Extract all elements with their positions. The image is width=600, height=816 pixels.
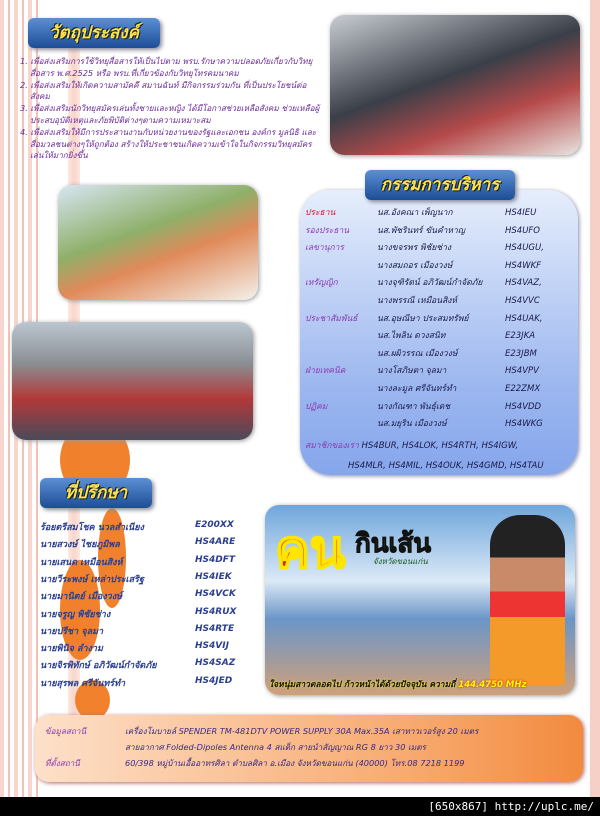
advisor-callsign: HS4SAZ: [195, 658, 236, 669]
image-host-footer: [650x867] http://uplc.me/: [0, 797, 600, 816]
committee-name: นส.ไพลิน ดวงสนิท: [377, 331, 446, 342]
advisor-row: [40, 675, 233, 690]
committee-name: นส.พัชรินทร์ ขันคำหาญ: [377, 225, 466, 236]
committee-callsign: HS4VAZ,: [505, 278, 542, 289]
advisor-row: [40, 554, 236, 569]
advisor-name: นายจิรพิทักษ์ อภิวัฒน์กำจัดภัย: [40, 661, 157, 672]
committee-row: [305, 258, 541, 272]
committee-row: [305, 205, 536, 219]
committee-name: นส.มยุริน เมืองวงษ์: [377, 419, 447, 430]
committee-heading: กรรมการบริหาร: [365, 170, 515, 200]
poster-image: [265, 505, 575, 695]
committee-row: [305, 223, 540, 237]
advisor-name: ร้อยตรีสมโชค นวลสำเนียง: [40, 523, 144, 533]
committee-name: นางสมถอร เมืองวงษ์: [377, 260, 453, 271]
committee-row: [305, 346, 537, 360]
advisor-name: นายมานิตย์ เมืองวงษ์: [40, 592, 123, 603]
station-info-label: ข้อมูลสถานี: [45, 726, 87, 736]
committee-callsign: HS4WKG: [505, 419, 543, 430]
members-list: HS4BUR, HS4LOK, HS4RTH, HS4IGW,: [361, 441, 519, 451]
poster-unit: MHz: [505, 680, 527, 690]
members-list: HS4MLR, HS4MIL, HS4OUK, HS4GMD, HS4TAU: [348, 461, 544, 471]
page-border: [590, 0, 600, 797]
advisor-row: [40, 571, 232, 586]
committee-name: นางโสภิษตา จุลมา: [377, 366, 447, 377]
committee-role: ปฏิคม: [305, 401, 328, 412]
group-photo-large: [12, 322, 253, 440]
poster-frequency: 144.4750: [458, 680, 503, 690]
objective-item: 3. เพื่อส่งเสริมนักวิทยุสมัครเล่นทั้งชายและหญิง ได้มีโอกาสช่วยเหลือสังคม ช่วยเหลือผู้ประสบอุบัติเหตุและภัยพิบัติต่างๆตามความเหมาะสม: [20, 103, 320, 125]
advisor-callsign: HS4ARE: [195, 537, 236, 548]
advisor-callsign: HS4IEK: [195, 571, 232, 582]
members-label: สมาชิกของเรา: [305, 441, 359, 451]
committee-name: นางขจรพร พิชัยช่าง: [377, 243, 452, 254]
committee-name: นส.อังคณา เพ็ญนาก: [377, 208, 453, 218]
advisors-heading: ที่ปรึกษา: [40, 478, 152, 508]
committee-role: ประชาสัมพันธ์: [305, 313, 358, 324]
advisor-row: [40, 606, 237, 621]
committee-row: [305, 381, 540, 395]
advisor-name: นายวีระพงษ์ เหล่าประเสริฐ: [40, 574, 144, 585]
group-photo-outdoor: [58, 185, 258, 300]
advisor-name: นายปรีชา จุลมา: [40, 626, 104, 637]
station-equipment: เครื่องโมบายล์ SPENDER TM-481DTV POWER SUPPLY 30A Max.35A เสาทาวเวอร์สูง 20 เมตร: [125, 726, 479, 736]
station-info-box: [35, 715, 583, 782]
committee-row: [305, 399, 541, 413]
committee-row: [305, 416, 543, 430]
committee-callsign: HS4VDD: [505, 401, 542, 412]
committee-name: นางจุฑิรัตน์ อภิวัฒน์กำจัดภัย: [377, 278, 483, 289]
committee-row: [305, 275, 542, 289]
committee-row: [305, 328, 535, 342]
committee-callsign: HS4WKF: [505, 260, 542, 271]
advisor-name: นายพินิจ ลำงาม: [40, 644, 103, 655]
poster-freq-label: ความถี่: [429, 680, 456, 690]
poster-slogan: ใจหนุ่มสาวตลอดไป ก้าวหน้าได้ด้วยปัจจุบัน: [269, 680, 427, 690]
committee-role: เหรัญญิก: [305, 278, 338, 289]
objectives-heading: วัตถุประสงค์: [28, 18, 160, 48]
poster-person: [490, 515, 565, 685]
advisor-row: [40, 623, 235, 638]
station-antenna: สายอากาศ Folded-Dipoles Antenna 4 สแต็ก สายนำสัญญาณ RG 8 ยาว 30 เมตร: [125, 742, 426, 752]
advisor-name: นายจรูญ พิชัยช่าง: [40, 609, 111, 620]
advisor-row: [40, 589, 236, 603]
committee-callsign: E22ZMX: [505, 384, 541, 394]
advisor-callsign: E200XX: [195, 520, 234, 530]
committee-callsign: E23JBM: [505, 348, 537, 359]
poster-title-word2: กินเส้น: [355, 529, 432, 559]
advisor-callsign: HS4JED: [195, 675, 233, 686]
advisor-name: นายสวงษ์ ไชยภูมิพล: [40, 540, 120, 551]
advisor-name: นายสุรพล ศรีจันทร์ทำ: [40, 678, 126, 689]
poster-title-word1: คน: [275, 520, 346, 580]
committee-name: นางละมูล ศรีจันทร์ทำ: [377, 384, 457, 394]
advisor-callsign: HS4DFT: [195, 554, 236, 565]
station-address-label: ที่ตั้งสถานี: [45, 758, 80, 768]
advisor-name: นายเสนด เหมือนสิงห์: [40, 557, 123, 568]
committee-row: [305, 293, 540, 307]
committee-role: ประธาน: [305, 208, 336, 218]
objectives-list: [20, 56, 324, 162]
advisor-row: [40, 641, 229, 655]
group-photo-car: [330, 15, 580, 155]
objective-item: 1. เพื่อส่งเสริมการใช้วิทยุสื่อสารให้เป็นไปตาม พรบ.รักษาความปลอดภัยเกี่ยวกับวิทยุสื่อสาร พ.ศ.2525 หรือ พรบ.ที่เกี่ยวข้องกับวิทยุโทรคมนาคม: [20, 56, 313, 78]
committee-row: [305, 363, 539, 377]
committee-row: [305, 240, 544, 254]
committee-name: นส.อุษณีษา ประสมทรัพย์: [377, 313, 469, 324]
committee-callsign: HS4UGU,: [505, 243, 544, 254]
committee-role: เลขานุการ: [305, 243, 344, 254]
committee-callsign: HS4VVC: [505, 296, 540, 306]
committee-callsign: HS4VPV: [505, 366, 539, 377]
advisor-callsign: HS4RTE: [195, 623, 235, 634]
committee-callsign: E23JKA: [505, 331, 536, 342]
objective-item: 4. เพื่อส่งเสริมให้มีการประสานงานกับหน่วยงานของรัฐและเอกชน องค์กร มูลนิธิ และสื่อมวลชนต่างๆให้ถูกต้อง สร้างให้ประชาชนเกิดความเข้าใจในกิจกรรมวิทยุสมัครเล่นให้มากยิ่งขึ้น: [20, 126, 317, 161]
advisor-callsign: HS4RUX: [195, 606, 237, 617]
committee-row: [305, 311, 543, 325]
objective-item: 2. เพื่อส่งเสริมให้เกิดความสามัคคี สมานฉันท์ มีกิจกรรมร่วมกัน ที่เป็นประโยชน์ต่อสังคม: [20, 79, 307, 102]
advisor-row: [40, 658, 236, 672]
committee-callsign: HS4IEU: [505, 208, 537, 218]
advisor-row: [40, 537, 236, 551]
committee-callsign: HS4UFO: [505, 225, 540, 236]
committee-name: นางกัณฑา พันธุ์เดช: [377, 401, 451, 412]
committee-name: นส.ผผิวรรณ เมืองวงษ์: [377, 348, 458, 359]
poster-province: จังหวัดขอนแก่น: [373, 557, 428, 566]
committee-name: นางพรรณี เหมือนสิงห์: [377, 296, 458, 306]
station-address: 60/398 หมู่บ้านเอื้ออาทรศิลา ตำบลศิลา อ.เมือง จังหวัดขอนแก่น (40000) โทร.08 7218 1199: [125, 758, 465, 768]
advisor-row: [40, 520, 234, 534]
committee-role: ฝ่ายเทคนิค: [305, 366, 346, 377]
advisor-callsign: HS4VCK: [195, 589, 236, 600]
committee-role: รองประธาน: [305, 225, 350, 236]
committee-callsign: HS4UAK,: [505, 313, 543, 324]
advisor-callsign: HS4VIJ: [195, 641, 229, 652]
